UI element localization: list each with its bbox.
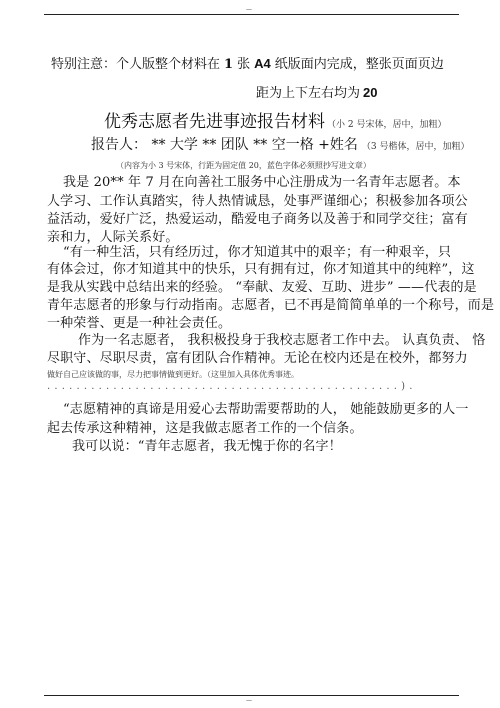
para1-line4: 亲和力，人际关系好。 [47,230,179,245]
header-page-mark: — [246,6,252,13]
closing-line1: “志愿精神的真谛是用爱心去帮助需要帮助的人， 她能鼓励更多的人一 [63,402,469,417]
reporter-line: 报告人： ** 大学 ** 团队 ** 空一格 +姓名 （3 号楷体，居中，加粗） [91,137,470,153]
example-note: 做好自己应该做的事，尽力把事情做到更好。（这里加入具体优秀事迹。 [47,370,299,379]
para2-line4: 青年志愿者的形象与行动指南。志愿者，已不再是简简单单的一个称号，而是 [47,298,495,313]
para1-line3: 益活动，爱好广泛，热爱运动，酷爱电子商务以及善于和同学交往；富有 [47,212,468,227]
dots-line: ................................................). [47,381,417,392]
para2-line2: 有体会过，你才知道其中的快乐，只有拥有过，你才知道其中的纯粹”，这 [47,262,475,277]
notice-line-2: 距为上下左右均为 20 [256,85,378,101]
para1-line1: 我是 20** 年 7 月在向善社工服务中心注册成为一名青年志愿者。本 [63,175,461,190]
notice-line-1: 特别注意：个人版整个材料在 1 张 A4 纸版面内完成，整张页面页边 [51,56,444,72]
header-rule [44,14,459,15]
para2-line5: 一种荣誉、更是一种社会责任。 [47,316,232,331]
footer-rule [44,695,459,696]
para3-line2: 尽职守、尽职尽责，富有团队合作精神。无论在校内还是在校外，都努力 [47,351,468,366]
closing-line2: 起去传承这种精神，这是我做志愿者工作的一个信条。 [47,421,363,436]
para3-line1: 作为一名志愿者， 我积极投身于我校志愿者工作中去。 认真负责、 恪 [78,333,486,348]
document-title: 优秀志愿者先进事迹报告材料 （小 2 号宋体，居中，加粗） [104,112,447,132]
closing-line3: 我可以说：“青年志愿者，我无愧于你的名字！ [72,439,342,454]
format-note: （内容为小 3 号宋体，行距为固定值 20，蓝色字体必须照抄写进文章） [116,161,371,170]
para2-line1: “有一种生活，只有经历过，你才知道其中的艰辛；有一种艰辛，只 [63,245,452,260]
para2-line3: 是我从实践中总结出来的经验。 “奉献、友爱、互助、进步” ——代表的是 [47,280,477,295]
para1-line2: 人学习、工作认真踏实，待人热情诚恳，处事严谨细心；积极参加各项公 [47,194,468,209]
footer-page-mark: — [246,697,252,704]
